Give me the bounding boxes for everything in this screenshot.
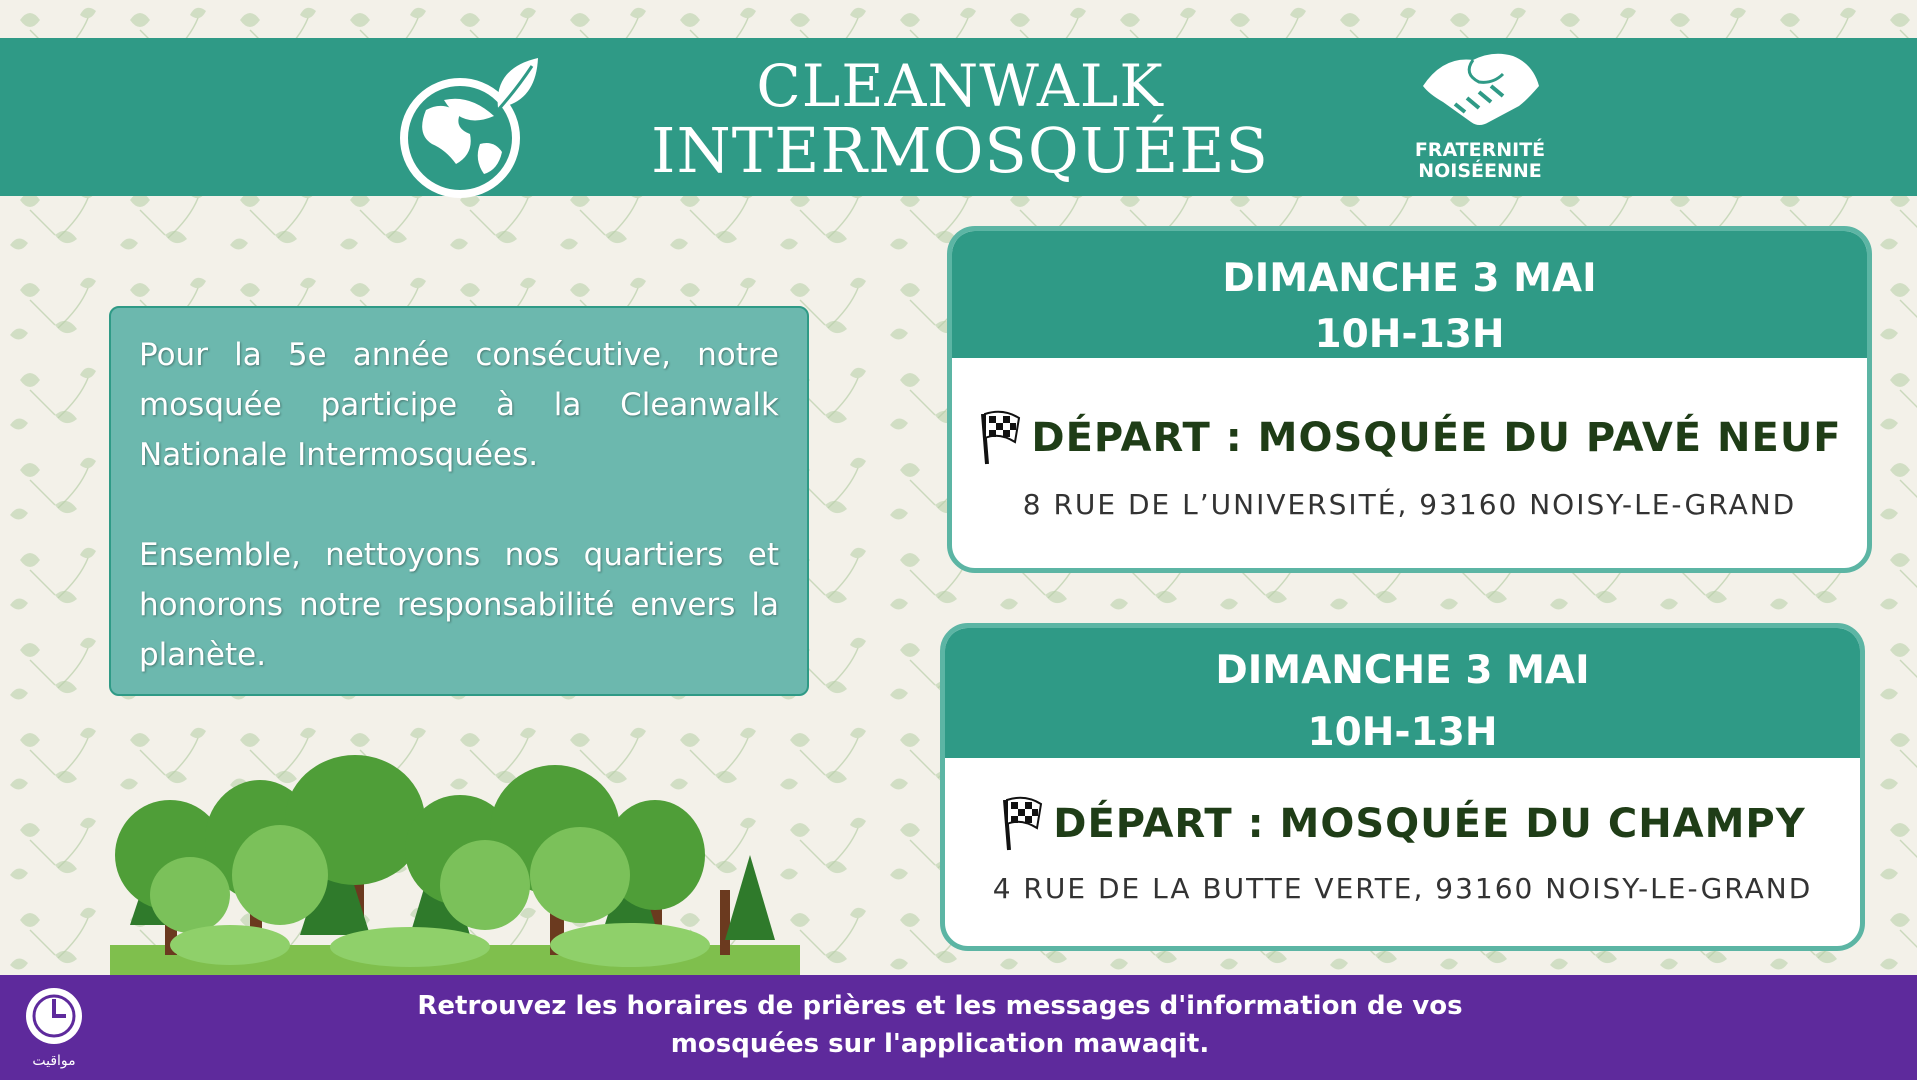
- event-card: [947, 226, 1872, 573]
- mawaqit-logo[interactable]: [14, 985, 94, 1075]
- checkered-flag-icon: [977, 410, 1023, 466]
- handshake-icon: [1415, 46, 1545, 136]
- footer-line-1: Retrouvez les horaires de prières et les messages d'information de vos: [417, 991, 1463, 1021]
- footer-message: [380, 987, 1500, 1063]
- event-date: DIMANCHE 3 MAI: [1215, 648, 1590, 693]
- checkered-flag-icon: [999, 796, 1045, 852]
- event-card: [940, 623, 1865, 951]
- forest-illustration: [110, 755, 810, 975]
- partner-logo: [1400, 46, 1560, 182]
- partner-name-line-2: NOISÉENNE: [1418, 160, 1542, 182]
- info-box: [109, 306, 809, 696]
- event-date: DIMANCHE 3 MAI: [1222, 256, 1597, 301]
- departure-label: DÉPART : MOSQUÉE DU PAVÉ NEUF: [1031, 415, 1842, 461]
- departure-label: DÉPART : MOSQUÉE DU CHAMPY: [1053, 801, 1806, 847]
- event-address: 4 RUE DE LA BUTTE VERTE, 93160 NOISY-LE-GRAND: [992, 872, 1813, 905]
- event-departure: [952, 410, 1867, 466]
- info-paragraph-1: Pour la 5e année consécutive, notre mosquée participe à la Cleanwalk Nationale Intermosquées.: [139, 337, 779, 473]
- mawaqit-logo-label: مواقيت: [32, 1053, 76, 1069]
- event-card-header: [952, 231, 1867, 358]
- title-line-2: INTERMOSQUÉES: [651, 114, 1269, 187]
- event-time: 10H-13H: [1307, 710, 1498, 755]
- event-departure: [945, 796, 1860, 852]
- page-title: [630, 52, 1290, 187]
- mawaqit-logo-icon: [23, 985, 85, 1047]
- footer-line-2: mosquées sur l'application mawaqit.: [670, 1029, 1210, 1059]
- info-paragraph-2: Ensemble, nettoyons nos quartiers et honorons notre responsabilité envers la planète.: [139, 537, 779, 673]
- event-card-header: [945, 628, 1860, 758]
- globe-leaves-icon: [398, 48, 558, 198]
- event-time: 10H-13H: [1314, 312, 1505, 357]
- partner-name-line-1: FRATERNITÉ: [1414, 139, 1546, 161]
- title-line-1: CLEANWALK: [756, 52, 1164, 120]
- footer-band: [0, 975, 1917, 1080]
- event-address: 8 RUE DE L’UNIVERSITÉ, 93160 NOISY-LE-GRAND: [1022, 488, 1797, 521]
